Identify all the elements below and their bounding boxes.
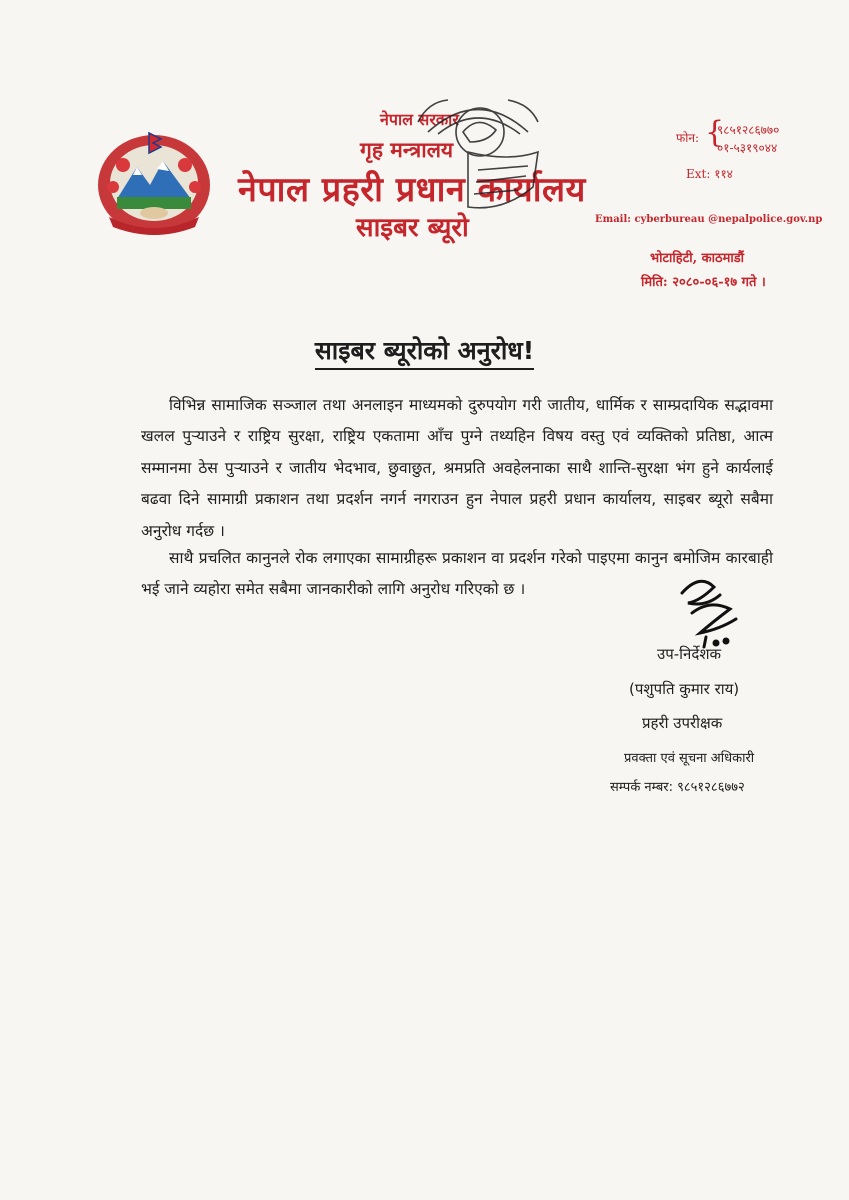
phone-label: फोन: <box>676 131 700 145</box>
signatory-designation: उप-निर्देशक <box>657 645 722 663</box>
office-address: भोटाहिटी, काठमाडौं <box>650 251 745 266</box>
letterhead-office: नेपाल प्रहरी प्रधान कार्यालय <box>238 170 586 210</box>
email-address: Email: cyberbureau @nepalpolice.gov.np <box>595 214 823 225</box>
phone-brace: { <box>705 115 725 150</box>
signatory-contact: सम्पर्क नम्बर: ९८५१२८६७७२ <box>610 780 745 795</box>
phone-extension: Ext: ११४ <box>686 167 733 181</box>
paragraph-2-text: साथै प्रचलित कानुनले रोक लगाएका सामाग्रीहरू प्रकाशन वा प्रदर्शन गरेको पाइएमा कानुन बमोजिम कारबाही भई जाने व्यहोरा समेत सबैमा जानकारीको लागि अनुरोध गरिएको छ । <box>141 549 773 599</box>
paragraph-1 <box>141 390 773 547</box>
nepal-emblem-icon <box>95 127 213 239</box>
signatory-name: (पशुपति कुमार राय) <box>629 680 740 698</box>
letterhead-ministry: गृह मन्त्रालय <box>360 138 454 162</box>
letter-date: मिति: २०८०-०६-१७ गते । <box>641 275 766 290</box>
paragraph-1-text: विभिन्न सामाजिक सञ्जाल तथा अनलाइन माध्यमको दुरुपयोग गरी जातीय, धार्मिक र साम्प्रदायिक सद्भावमा खलल पुऱ्याउने र राष्ट्रिय सुरक्षा, राष्ट्रिय एकतामा आँच पुग्ने तथ्यहिन विषय वस्तु एवं व्यक्तिको प्रतिष्ठा, आत्म सम्मानमा ठेस पुऱ्याउने र जातीय भेदभाव, छुवाछुत, श्रमप्रति अवहेलनाका साथै शान्ति-सुरक्षा भंग हुने कार्यलाई बढवा दिने सामाग्री प्रकाशन तथा प्रदर्शन नगर्न नगराउन हुन नेपाल प्रहरी प्रधान कार्यालय, साइबर ब्यूरो सबैमा अनुरोध गर्दछ । <box>141 396 773 540</box>
signatory-rank: प्रहरी उपरीक्षक <box>642 714 723 732</box>
signatory-role: प्रवक्ता एवं सूचना अधिकारी <box>624 751 755 766</box>
phone-number-1: ९८५१२८६७७० <box>717 123 780 137</box>
letterhead-bureau: साइबर ब्यूरो <box>356 213 469 243</box>
document-title-text: साइबर ब्यूरोको अनुरोध! <box>315 336 534 370</box>
signature-icon <box>670 573 750 653</box>
document-title <box>0 333 849 367</box>
letterhead-government: नेपाल सरकार <box>380 110 459 129</box>
phone-number-2: ०१-५३१९०४४ <box>717 141 778 155</box>
office-stamp-icon <box>408 92 548 242</box>
